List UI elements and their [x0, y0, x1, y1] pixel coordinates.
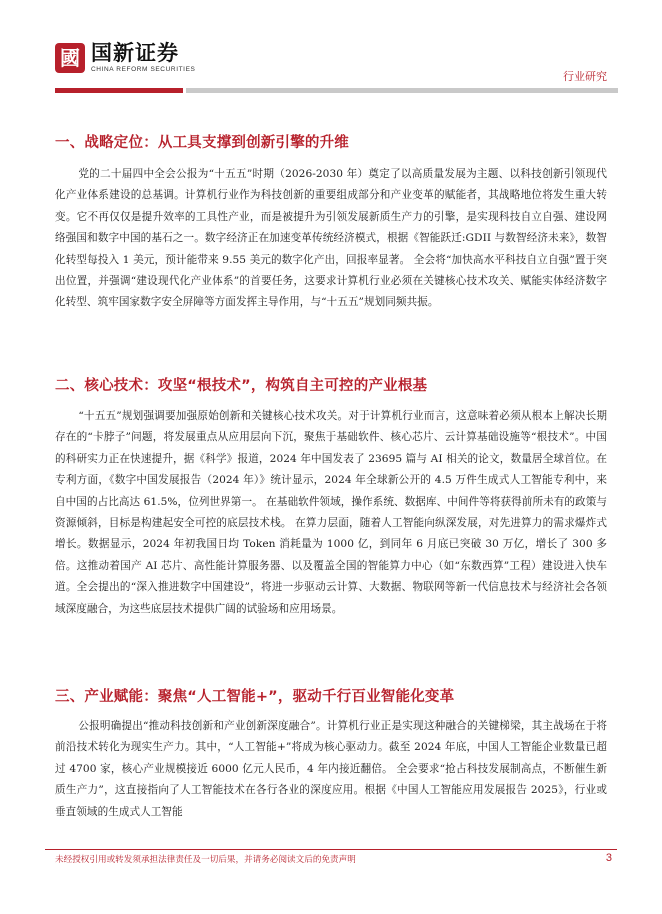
logo-wordmark: [91, 42, 195, 73]
section-3-title: 三、产业赋能：聚焦“人工智能+”，驱动千行百业智能化变革: [55, 689, 455, 705]
header-accent-bar: [55, 88, 183, 93]
section-3-paragraph: 公报明确提出“推动科技创新和产业创新深度融合”。计算机行业正是实现这种融合的关键梯梁，其主战场在于将前沿技术转化为现实生产力。其中，“人工智能+”将成为核心驱动力。截至 2024 年底，中国人工智能企业数量已超过 4700 家，核心产业规模接近 6000 亿元人民币，4 年内接近翻倍。 全会要求“抢占科技发展制高点，不断催生新质生产力”，这直接指向了人工智能技术在各行各业的深度应用。根据《中国人工智能应用发展报告 2025》，行业或垂直领域的生成式人工智能: [55, 720, 607, 818]
footer-disclaimer: 未经授权引用或转发须承担法律责任及一切后果，并请务必阅读文后的免责声明: [55, 855, 356, 865]
section-1-paragraph: 党的二十届四中全会公报为“十五五”时期（2026-2030 年）奠定了以高质量发展为主题、以科技创新引领现代化产业体系建设的总基调。计算机行业作为科技创新的重要组成部分和产业变革的赋能者，其战略地位将发生重大转变。它不再仅仅是提升效率的工具性产业，而是被提升为引领发展新质生产力的引擎，是实现科技自立自强、建设网络强国和数字中国的基石之一。数字经济正在加速变革传统经济模式，根据《智能跃迁:GDII 与数智经济未来》，数智化转型每投入 1 美元，预计能带来 9.55 美元的数字化产出，回报率显著。 全会将“加快高水平科技自立自强”置于突出位置，并强调“建设现代化产业体系”的首要任务，这要求计算机行业必须在关键核心技术攻关、赋能实体经济数字化转型、筑牢国家数字安全屏障等方面发挥主导作用，与“十五五”规划同频共振。: [55, 168, 607, 309]
logo-mark-icon: 國: [55, 43, 85, 73]
header-divider-bar: [186, 88, 618, 93]
company-logo: [55, 42, 195, 73]
page-number: 3: [605, 852, 612, 864]
report-category-tag: 行业研究: [563, 70, 607, 83]
logo-chinese-name: 国新证券: [91, 41, 179, 65]
section-1-title: 一、战略定位：从工具支撑到创新引擎的升维: [55, 135, 349, 151]
section-2-paragraph: “十五五”规划强调要加强原始创新和关键核心技术攻关。对于计算机行业而言，这意味着必须从根本上解决长期存在的“卡脖子”问题，将发展重点从应用层向下沉，聚焦于基础软件、核心芯片、云计算基础设施等“根技术”。中国的科研实力正在快速提升，据《科学》报道，2024 年中国发表了 23695 篇与 AI 相关的论文，数量居全球首位。在专利方面，《数字中国发展报告（2024 年）》统计显示，2024 年全球新公开的 4.5 万件生成式人工智能专利中，来自中国的占比高达 61.5%，位列世界第一。 在基础软件领域，操作系统、数据库、中间件等将获得前所未有的政策与资源倾斜，目标是构建起安全可控的底层技术栈。 在算力层面，随着人工智能向纵深发展，对先进算力的需求爆炸式增长。数据显示，2024 年初我国日均 Token 消耗量为 1000 亿，到同年 6 月底已突破 30 万亿，增长了 300 多倍。这推动着国产 AI 芯片、高性能计算服务器、以及覆盖全国的智能算力中心（如“东数西算”工程）建设进入快车道。全会提出的“深入推进数字中国建设”，将进一步驱动云计算、大数据、物联网等新一代信息技术与经济社会各领域深度融合，为这些底层技术提供广阔的试验场和应用场景。: [55, 410, 607, 615]
footer-divider: [45, 849, 617, 850]
logo-english-name: CHINA REFORM SECURITIES: [91, 66, 196, 73]
section-2-title: 二、核心技术：攻坚“根技术”，构筑自主可控的产业根基: [55, 378, 428, 394]
